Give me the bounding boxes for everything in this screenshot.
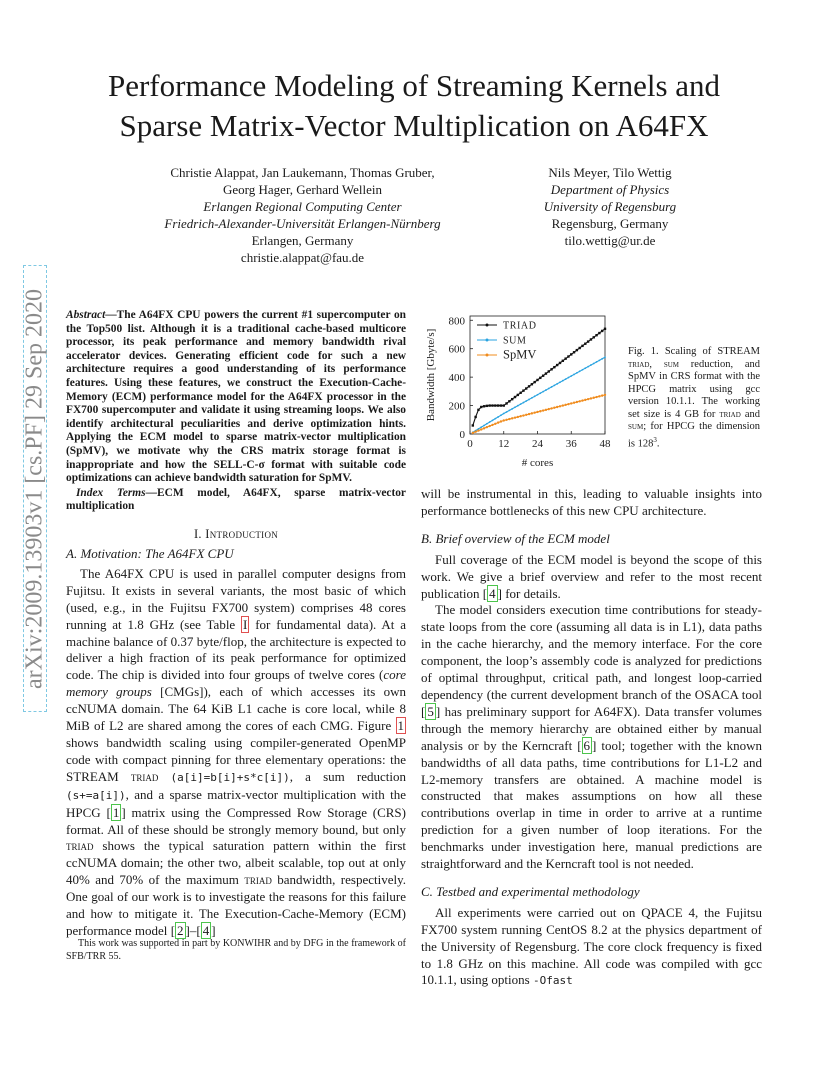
data-point	[587, 366, 589, 368]
data-point	[573, 402, 575, 404]
text-run: triad	[66, 838, 94, 854]
y-axis-label: Bandwidth [Gbyte/s]	[425, 328, 437, 422]
data-point	[598, 359, 600, 361]
author-email-right[interactable]: tilo.wettig@ur.de	[564, 233, 656, 248]
data-point	[573, 351, 575, 353]
text-run: [CMGs]), each of which accesses its own ccNUMA domain. The 64 KiB L1 cache is core local, while 8 MiB of L2 are shared among the cores of each CMG. Figure	[66, 684, 406, 734]
data-point	[604, 328, 606, 330]
data-point	[492, 419, 494, 421]
continued-paragraph: will be instrumental in this, leading to valuable insights into performance bottlenecks of this new CPU architecture.	[421, 486, 762, 518]
data-point	[564, 357, 566, 359]
caption-label: Fig. 1.	[628, 346, 659, 357]
data-point	[511, 398, 513, 400]
subsection-b-heading: B. Brief overview of the ECM model	[421, 530, 610, 546]
text-run: Full coverage of the ECM model is beyond the scope of this work. We give a brief overview and refer to the most recent publication	[421, 551, 762, 601]
section-number: I.	[193, 526, 202, 541]
text-run: shows bandwidth scaling using compiler-generated OpenMP code with compact pinning for three elementary operations: the STREAM	[66, 734, 406, 784]
data-point	[548, 370, 550, 372]
data-point	[598, 395, 600, 397]
data-point	[536, 411, 538, 413]
author-names-1: Christie Alappat, Jan Laukemann, Thomas Gruber,	[170, 165, 435, 180]
data-point	[525, 387, 527, 389]
data-point	[494, 418, 496, 420]
data-point	[491, 404, 493, 406]
data-point	[581, 399, 583, 401]
data-point	[559, 381, 561, 383]
data-point	[472, 432, 474, 434]
x-axis-label: # cores	[521, 457, 554, 469]
text-run: sum	[663, 358, 679, 370]
data-point	[503, 404, 505, 406]
author-block-left	[130, 164, 475, 266]
author-city-right: Regensburg, Germany	[551, 216, 669, 231]
text-run: tool; together with the known bandwidths of all data paths, time contributions for L1-L2 and L2-memory transfers are obtained. A machine model is constructed that makes assumptions on how all these contributions overlap in time in order to arrive at a runtime prediction for a given number of loop iterations. For the benchmarks under investigation here, manual predictions are straightforward and the Kerncraft tool is not needed.	[421, 737, 763, 872]
text-run: .	[656, 438, 660, 449]
data-point	[486, 405, 488, 407]
legend-label: SUM	[503, 335, 527, 347]
data-point	[536, 379, 538, 381]
data-point	[548, 408, 550, 410]
data-point	[595, 334, 597, 336]
x-tick-label: 0	[467, 438, 473, 450]
data-point	[483, 405, 485, 407]
citation-6[interactable]: 6	[583, 737, 591, 753]
data-point	[550, 407, 552, 409]
text-run: The A64FX CPU is used in parallel computer designs from Fujitsu. It exists in several variants, the most basic of which (used, e.g., in the Fujitsu FX700 system) comprises 48 cores running at 1.8 GHz (see Table	[66, 565, 406, 632]
author-block-right	[510, 164, 710, 249]
data-point	[584, 343, 586, 345]
x-tick-label: 12	[498, 438, 510, 450]
data-point	[503, 413, 505, 415]
data-point	[480, 428, 482, 430]
data-point	[579, 370, 581, 372]
section-heading	[66, 527, 406, 542]
data-point	[542, 375, 544, 377]
data-point	[601, 358, 603, 360]
data-point	[539, 377, 541, 379]
text-run: for fundamental data). At a machine balance of 0.37 byte/flop, the architecture is expected to deliver a high fraction of its peak performance for optimized code. The chip is divided into four groups of twelve cores (	[66, 616, 407, 683]
y-tick-label: 800	[448, 315, 465, 328]
data-point	[595, 396, 597, 398]
text-run: The model considers execution time contributions for steady-state loops from the core (assuming all data is in L1), data paths in the cache hierarchy, and the memory interface. For the core component, the loop’s assembly code is analyzed for predictions of optimal throughput, critical path, and longest loop-carried dependency (the current development branch of the OSACA tool	[421, 602, 762, 702]
author-names-right: Nils Meyer, Tilo Wettig	[548, 165, 672, 180]
data-point	[576, 349, 578, 351]
data-point	[508, 410, 510, 412]
data-point	[598, 332, 600, 334]
data-point	[505, 419, 507, 421]
intro-paragraph: The A64FX CPU is used in parallel computer designs from Fujitsu. It exists in several variants, the most basic of which (used, e.g., in the Fujitsu FX700 system) comprises 48 cores running at 1.8 GHz (see Table I for fundamental data). At a machine balance of 0.37 byte/flop, the architecture is expected to deliver a high fraction of its peak performance for optimized code. The chip is divided into four groups of twelve cores (core memory groups [CMGs]), each of which accesses its own ccNUMA domain. The 64 KiB L1 cache is core local, while 8 MiB of L2 are shared among the cores of each CMG. Figure 1 shows bandwidth scaling using compiler-generated OpenMP code with compact pinning for three elementary operations: the STREAM triad (a[i]=b[i]+s*c[i]), a sum reduction (s+=a[i]), and a sparse matrix-vector multiplication with the HPCG [ 1 ] matrix using the Compressed Row Storage (CRS) format. All of these should be strongly memory bound, but only triad shows the typical saturation pattern within the first ccNUMA domain; the other two, albeit scalable, top out at only 40% and 70% of the maximum triad bandwidth, respectively. One goal of our work is to investigate the reasons for this failure and how to mitigate it. The Execution-Cache-Memory (ECM) performance model [ 2 ]–[ 4 ]	[66, 565, 407, 938]
data-point	[531, 412, 533, 414]
data-point	[539, 392, 541, 394]
data-point	[556, 406, 558, 408]
data-point	[562, 404, 564, 406]
data-point	[604, 356, 606, 358]
x-tick-label: 48	[599, 438, 611, 450]
right-column: will be instrumental in this, leading to valuable insights into performance bottlenecks of this new CPU architecture. B. Brief overview of the ECM model Full coverage of the ECM model is beyond the scope of this work. We give a brief overview and refer to the most recent publication [ 4 ] for details. The model considers execution time contributions for steady-state loops from the core (assuming all data is in L1), data paths in the cache hierarchy, and the memory interface. For the core component, the loop’s assembly code is analyzed for predictions of optimal throughput, critical path, and longest loop-carried dependency (the current development branch of the OSACA tool [ 5 ] has preliminary support for A64FX). Data transfer volumes through the memory hierarchy are obtained either by manual analysis or by the Kerncraft [ 6 ] tool; together with the known bandwidths of all data paths, time contributions for L1-L2 and L2-memory transfers are obtained. A machine model is constructed that makes assumptions on how all these contributions overlap in time in order to arrive at a runtime prediction for a given number of loop iterations. For the benchmarks under investigation here, manual predictions are straightforward and the Kerncraft tool is not needed. C. Testbed and experimental methodology All experiments were carried out on QPACE 4, the Fujitsu FX700 system running CentOS 8.2 at the physics department of the University of Regensburg. The core clock frequency is fixed to 1.8 GHz on this machine. All code was compiled with gcc 10.1.1, using options -Ofast	[421, 486, 763, 988]
data-point	[576, 372, 578, 374]
data-point	[562, 360, 564, 362]
data-point	[542, 409, 544, 411]
author-city: Erlangen, Germany	[251, 233, 354, 248]
data-point	[593, 336, 595, 338]
text-run: triad	[244, 872, 272, 888]
figure-1-caption	[628, 346, 760, 451]
abstract-label: Abstract	[66, 309, 106, 321]
data-point	[584, 399, 586, 401]
data-point	[576, 401, 578, 403]
left-column	[66, 309, 406, 940]
data-point	[528, 399, 530, 401]
ref-figure-1[interactable]: 1	[397, 718, 404, 734]
text-run: ; for HPCG the dimension is 128	[628, 421, 760, 449]
data-point	[494, 404, 496, 406]
index-terms-text: —ECM model, A64FX, sparse matrix-vector multiplication	[66, 486, 406, 513]
legend-marker	[486, 354, 489, 357]
text-run: and	[740, 408, 760, 420]
y-tick-label: 600	[448, 343, 465, 356]
data-point	[489, 421, 491, 423]
text-run: matrix using the Compressed Row Storage (CRS) format. All of these should be strongly memory bound, but only	[66, 804, 406, 837]
data-point	[590, 338, 592, 340]
text-run: core memory groups	[66, 667, 406, 700]
data-point	[511, 408, 513, 410]
data-point	[486, 426, 488, 428]
data-point	[559, 405, 561, 407]
data-point	[483, 425, 485, 427]
data-point	[590, 364, 592, 366]
index-terms	[66, 487, 406, 514]
figure-1-chart	[420, 306, 615, 476]
data-point	[494, 423, 496, 425]
data-point	[480, 406, 482, 408]
subsection-a-heading: A. Motivation: The A64FX CPU	[66, 545, 234, 561]
data-point	[567, 403, 569, 405]
citation-5[interactable]: 5	[427, 703, 434, 719]
data-point	[537, 394, 539, 396]
data-point	[568, 377, 570, 379]
data-point	[545, 409, 547, 411]
data-point	[491, 424, 493, 426]
x-tick-label: 36	[565, 438, 577, 450]
data-point	[514, 406, 516, 408]
author-names-2: Georg Hager, Gerhard Wellein	[223, 182, 382, 197]
data-point	[472, 424, 474, 426]
data-point	[531, 383, 533, 385]
data-point	[545, 372, 547, 374]
data-point	[564, 404, 566, 406]
citation-1[interactable]: 1	[112, 804, 120, 820]
x-tick-label: 24	[532, 438, 543, 450]
data-point	[587, 340, 589, 342]
y-tick-label: 200	[448, 400, 465, 413]
data-point	[548, 388, 550, 390]
data-point	[553, 366, 555, 368]
data-point	[506, 411, 508, 413]
data-point	[533, 411, 535, 413]
citation-2[interactable]: 2	[177, 922, 184, 938]
text-run: triad	[130, 768, 159, 784]
y-tick-label: 0	[459, 429, 465, 441]
data-point	[514, 396, 516, 398]
affiliation-right-2: University of Regensburg	[543, 199, 677, 214]
data-point	[500, 420, 502, 422]
text-run: triad	[628, 358, 650, 370]
text-run: bandwidth, respectively. One goal of our work is to investigate the reasons for this failure and how to mitigate it. The Execution-Cache-Memory (ECM) performance model	[66, 872, 407, 938]
data-point	[531, 397, 533, 399]
data-point	[514, 416, 516, 418]
affiliation-2: Friedrich-Alexander-Universität Erlangen-Nürnberg	[164, 216, 441, 231]
data-point	[523, 402, 525, 404]
data-point	[551, 386, 553, 388]
legend-label: SpMV	[503, 347, 537, 362]
text-run: , and a sparse matrix-vector multiplication with the HPCG	[66, 786, 406, 820]
data-point	[517, 405, 519, 407]
code-run: (a[i]=b[i]+s*c[i])	[170, 770, 290, 784]
data-point	[556, 364, 558, 366]
data-point	[596, 361, 598, 363]
data-point	[601, 394, 603, 396]
text-run: Scaling of STREAM	[658, 346, 760, 357]
affiliation-right-1: Department of Physics	[550, 182, 670, 197]
author-email[interactable]: christie.alappat@fau.de	[240, 250, 365, 265]
data-point	[542, 391, 544, 393]
data-point	[556, 383, 558, 385]
data-point	[528, 385, 530, 387]
data-point	[601, 330, 603, 332]
code-run: (s+=a[i])	[66, 788, 126, 802]
section-title: Introduction	[205, 526, 279, 541]
text-run: for details.	[501, 585, 561, 601]
data-point	[553, 406, 555, 408]
data-point	[474, 431, 476, 433]
text-run: 3	[653, 435, 657, 444]
data-point	[477, 409, 479, 411]
paper-title	[40, 66, 788, 146]
text-run: , a sum reduction	[289, 768, 406, 784]
data-point	[528, 413, 530, 415]
data-point	[550, 368, 552, 370]
data-point	[519, 415, 521, 417]
abstract-text: —The A64FX CPU powers the current #1 supercomputer on the Top500 list. Although it is a traditional cache-based multicore processor, its peak performance and memory bandwidth rival accelerator devices. Generating efficient code for such a new architecture requires a good understanding of its performance features. Using these features, we construct the Execution-Cache-Memory (ECM) performance model for the A64FX processor in the FX700 supercomputer and validate it using streaming loops. We also identify architectural peculiarities and derive optimization hints. Applying the ECM model to sparse matrix-vector multiplication (SpMV), we motivate why the CRS matrix storage format is inappropriate and how the SELL-C-σ format with suitable code optimizations can achieve bandwidth saturation for SpMV.	[66, 309, 406, 485]
data-point	[517, 394, 519, 396]
data-point	[559, 362, 561, 364]
title-line-1: Performance Modeling of Streaming Kernels and	[107, 68, 721, 103]
data-point	[593, 397, 595, 399]
data-point	[570, 353, 572, 355]
legend-marker	[486, 324, 489, 327]
code-run: -Ofast	[532, 974, 573, 988]
text-run: sum	[628, 421, 644, 432]
data-point	[517, 416, 519, 418]
data-point	[488, 425, 490, 427]
y-tick-label: 400	[448, 372, 465, 385]
legend-label: TRIAD	[503, 320, 537, 332]
legend-marker	[486, 339, 489, 342]
plot-frame	[470, 316, 605, 434]
data-point	[570, 402, 572, 404]
data-point	[545, 389, 547, 391]
data-point	[522, 389, 524, 391]
data-point	[480, 426, 482, 428]
data-point	[511, 417, 513, 419]
data-point	[587, 398, 589, 400]
data-point	[519, 392, 521, 394]
text-run: shows the typical saturation pattern within the first ccNUMA domain; the other two, albeit scalable, top out at only 40% and 70% of the maximum	[66, 838, 406, 888]
text-run: ,	[649, 358, 664, 370]
citation-4b[interactable]: 4	[489, 585, 496, 601]
ref-table-i[interactable]: I	[243, 616, 248, 632]
data-point	[522, 414, 524, 416]
data-point	[488, 404, 490, 406]
data-point	[565, 378, 567, 380]
data-point	[581, 345, 583, 347]
data-point	[503, 419, 505, 421]
data-point	[573, 374, 575, 376]
data-point	[508, 400, 510, 402]
citation-4[interactable]: 4	[202, 922, 210, 938]
data-point	[570, 375, 572, 377]
data-point	[500, 414, 502, 416]
data-point	[508, 418, 510, 420]
data-point	[477, 429, 479, 431]
text-run: has preliminary support for A64FX). Data transfer volumes through the memory hierarchy are obtained either by manual analysis or by the Kerncraft	[421, 703, 762, 753]
title-line-2: Sparse Matrix-Vector Multiplication on A64FX	[119, 108, 709, 143]
data-point	[520, 403, 522, 405]
subsection-c-heading: C. Testbed and experimental methodology	[421, 883, 640, 899]
data-point	[483, 427, 485, 429]
data-point	[505, 402, 507, 404]
data-point	[534, 395, 536, 397]
index-terms-label: Index Terms	[76, 486, 146, 499]
data-point	[582, 369, 584, 371]
data-point	[525, 414, 527, 416]
data-point	[578, 347, 580, 349]
abstract	[66, 309, 406, 486]
data-point	[562, 380, 564, 382]
data-point	[578, 400, 580, 402]
data-point	[533, 381, 535, 383]
data-point	[590, 397, 592, 399]
data-point	[567, 355, 569, 357]
affiliation-1: Erlangen Regional Computing Center	[203, 199, 402, 214]
text-run: –	[189, 922, 197, 938]
data-point	[474, 416, 476, 418]
text-run: All experiments were carried out on QPACE 4, the Fujitsu FX700 system running CentOS 8.2 at the physics department of the University of Regensburg. The core clock frequency is fixed to 1.8 GHz on this machine. All code was compiled with gcc 10.1.1, using options	[421, 904, 762, 988]
data-point	[497, 421, 499, 423]
arxiv-stamp-text: arXiv:2009.13903v1 [cs.PF] 29 Sep 2020	[21, 288, 48, 689]
data-point	[525, 400, 527, 402]
data-point	[553, 384, 555, 386]
data-point	[593, 363, 595, 365]
data-point	[604, 394, 606, 396]
data-point	[500, 404, 502, 406]
arxiv-stamp[interactable]	[23, 265, 47, 712]
data-point	[497, 404, 499, 406]
data-point	[497, 416, 499, 418]
text-run: reduction, and SpMV in CRS format with the HPCG matrix using gcc version 10.1.1. The working set size is 4 GB for	[628, 358, 761, 420]
text-run: triad	[719, 408, 741, 420]
data-point	[584, 367, 586, 369]
footnote: This work was supported in part by KONWIHR and by DFG in the framework of SFB/TRR 55.	[66, 938, 406, 962]
data-point	[486, 423, 488, 425]
footnote-area	[66, 938, 406, 963]
data-point	[539, 410, 541, 412]
